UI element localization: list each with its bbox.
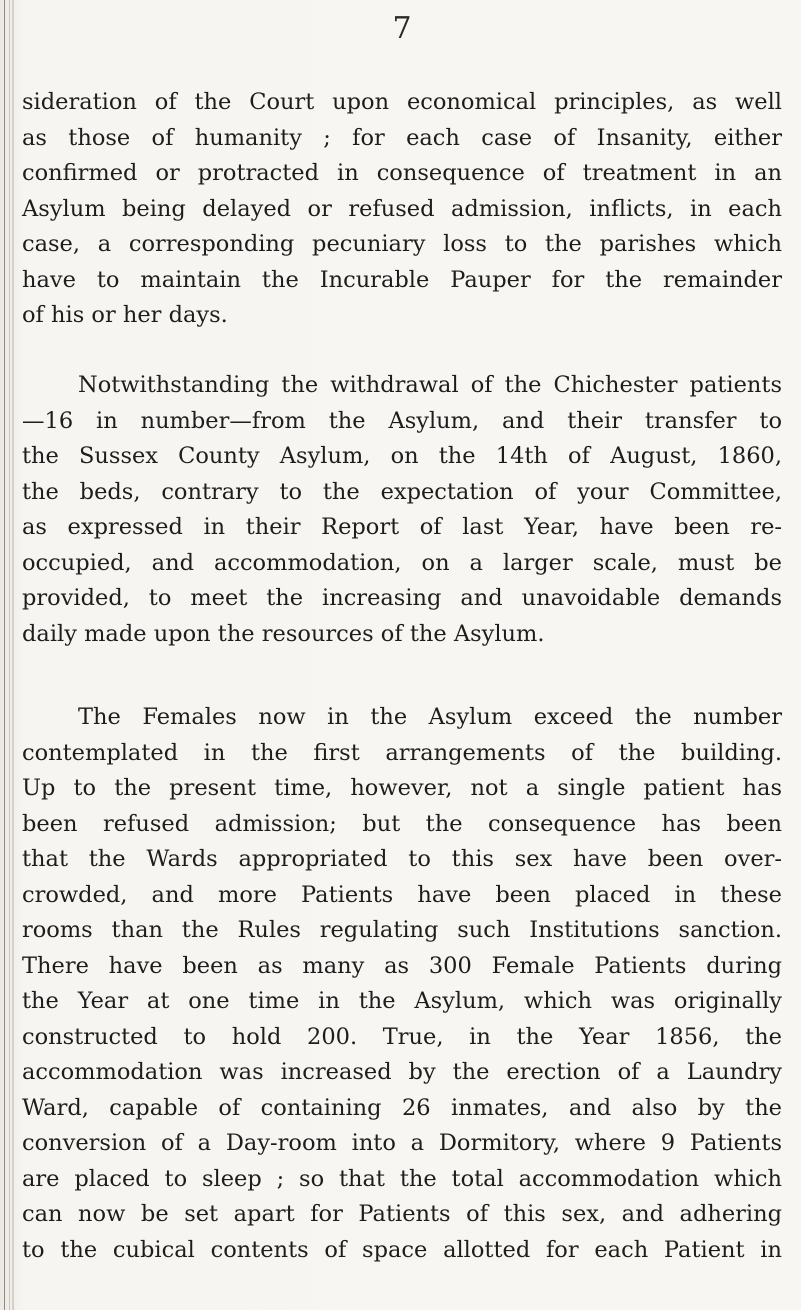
text-line: conversion of a Day-room into a Dormitory, where 9 Patients (22, 1130, 782, 1156)
text-line: the beds, contrary to the expectation of your Committee, (22, 478, 782, 505)
text-line: The Females now in the Asylum exceed the number (78, 704, 782, 730)
text-line: the Sussex County Asylum, on the 14th of August, 1860, (22, 443, 782, 469)
text-line: rooms than the Rules regulating such Institutions sanction. (22, 917, 782, 943)
text-line: of his or her days. (22, 302, 228, 328)
text-line: case, a corresponding pecuniary loss to the parishes which (22, 231, 782, 257)
text-line: occupied, and accommodation, on a larger scale, must be (22, 549, 782, 576)
text-line: contemplated in the first arrangements of the building. (22, 739, 782, 766)
text-line: can now be set apart for Patients of this sex, and adhering (22, 1201, 782, 1227)
text-line: daily made upon the resources of the Asylum. (22, 620, 545, 647)
text-line: the Year at one time in the Asylum, which was originally (22, 988, 782, 1014)
paragraph-2 (22, 368, 782, 652)
text-line: Ward, capable of containing 26 inmates, and also by the (22, 1094, 782, 1121)
text-line: as those of humanity ; for each case of Insanity, either (22, 124, 782, 151)
text-line: that the Wards appropriated to this sex have been over- (22, 846, 782, 872)
paragraph-3 (22, 700, 782, 1268)
text-line: Up to the present time, however, not a single patient has (22, 775, 782, 801)
paragraph-1 (22, 85, 782, 334)
page-gutter-shadow (12, 0, 14, 1310)
page-number: 7 (392, 11, 412, 46)
text-line: are placed to sleep ; so that the total accommodation which (22, 1165, 782, 1192)
text-line: accommodation was increased by the erection of a Laundry (22, 1059, 782, 1085)
text-line: been refused admission; but the consequence has been (22, 810, 782, 837)
page-binding-edge (4, 0, 10, 1310)
text-line: provided, to meet the increasing and unavoidable demands (22, 585, 782, 611)
text-line: constructed to hold 200. True, in the Year 1856, the (22, 1023, 782, 1050)
text-line: as expressed in their Report of last Year, have been re- (22, 514, 782, 540)
text-line: —16 in number—from the Asylum, and their transfer to (22, 407, 782, 434)
text-line: confirmed or protracted in consequence of treatment in an (22, 160, 782, 186)
text-line: There have been as many as 300 Female Patients during (22, 952, 782, 979)
text-line: have to maintain the Incurable Pauper for the remainder (22, 266, 782, 293)
text-line: crowded, and more Patients have been placed in these (22, 881, 782, 908)
text-line: sideration of the Court upon economical principles, as well (22, 89, 782, 115)
text-line: Notwithstanding the withdrawal of the Chichester patients (78, 372, 782, 398)
text-line: to the cubical contents of space allotted for each Patient in (22, 1236, 782, 1263)
text-line: Asylum being delayed or refused admission, inflicts, in each (22, 195, 782, 222)
